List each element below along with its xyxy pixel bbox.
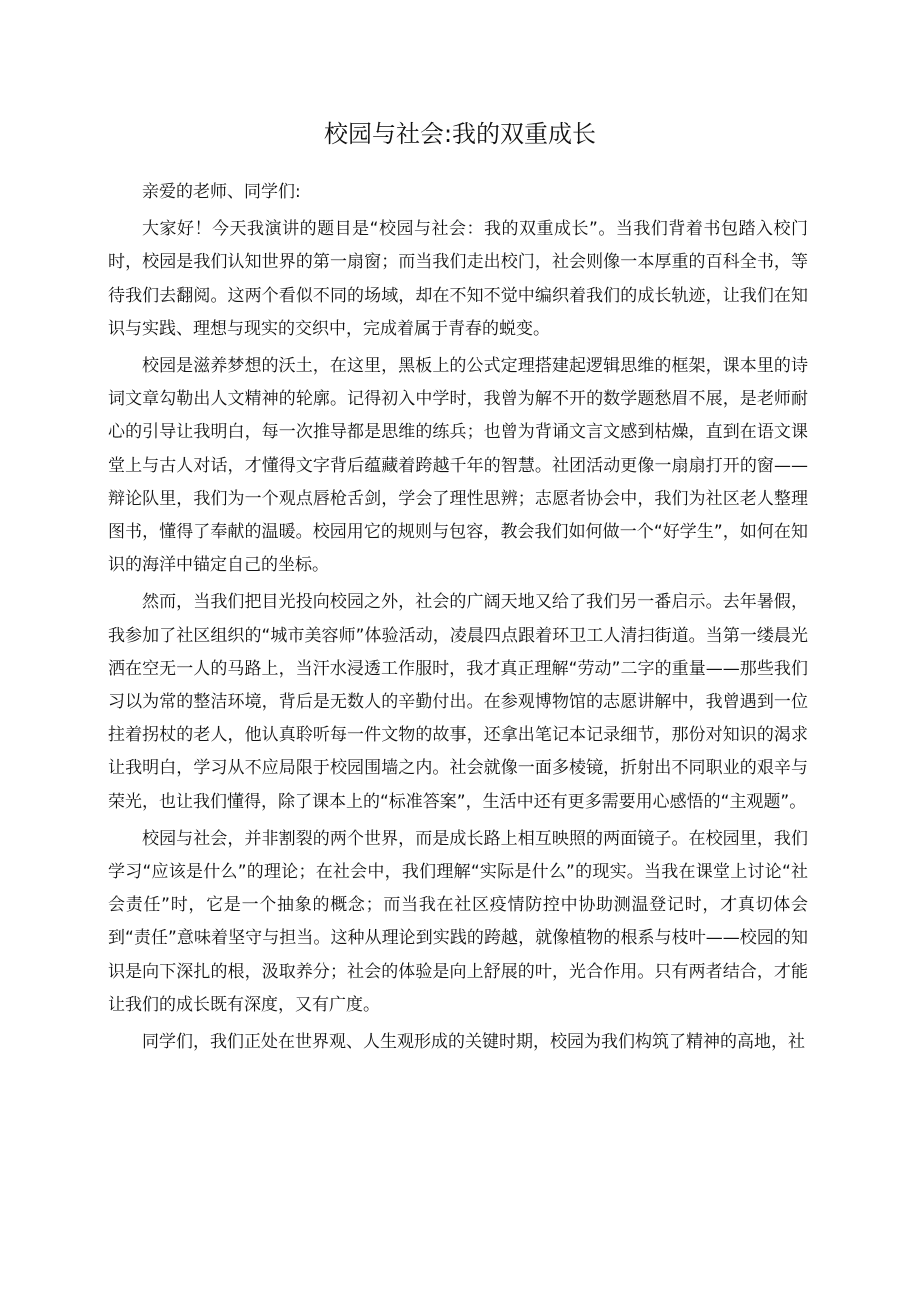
paragraph-society: 然而，当我们把目光投向校园之外，社会的广阔天地又给了我们另一番启示。去年暑假，我参加了社区组织的“城市美容师”体验活动，凌晨四点跟着环卫工人清扫街道。当第一缕晨光洒在空无一人的马路上，当汗水浸透工作服时，我才真正理解“劳动”二字的重量——那些我们习以为常的整洁环境，背后是无数人的辛勤付出。在参观博物馆的志愿讲解中，我曾遇到一位拄着拐杖的老人，他认真聆听每一件文物的故事，还拿出笔记本记录细节，那份对知识的渴求让我明白，学习从不应局限于校园围墙之内。社会就像一面多棱镜，折射出不同职业的艰辛与荣光，也让我们懂得，除了课本上的“标准答案”，生活中还有更多需要用心感悟的“主观题”。 [108, 592, 808, 812]
document-title: 校园与社会:我的双重成长 [323, 120, 597, 148]
speech-body [108, 176, 808, 1059]
paragraph-campus: 校园是滋养梦想的沃土，在这里，黑板上的公式定理搭建起逻辑思维的框架，课本里的诗词文章勾勒出人文精神的轮廓。记得初入中学时，我曾为解不开的数学题愁眉不展，是老师耐心的引导让我明白，每一次推导都是思维的练兵；也曾为背诵文言文感到枯燥，直到在语文课堂上与古人对话，才懂得文字背后蕴藏着跨越千年的智慧。社团活动更像一扇扇打开的窗——辩论队里，我们为一个观点唇枪舌剑，学会了理性思辨；志愿者协会中，我们为社区老人整理图书，懂得了奉献的温暖。校园用它的规则与包容，教会我们如何做一个“好学生”，如何在知识的海洋中锚定自己的坐标。 [108, 356, 808, 576]
greeting: 亲爱的老师、同学们: [142, 182, 301, 202]
paragraph-intro: 大家好！今天我演讲的题目是“校园与社会：我的双重成长”。当我们背着书包踏入校门时，校园是我们认知世界的第一扇窗；而当我们走出校门，社会则像一本厚重的百科全书，等待我们去翻阅。这两个看似不同的场域，却在不知不觉中编织着我们的成长轨迹，让我们在知识与实践、理想与现实的交织中，完成着属于青春的蜕变。 [108, 219, 808, 339]
paragraph-closing: 同学们，我们正处在世界观、人生观形成的关键时期，校园为我们构筑了精神的高地，社 [142, 1032, 805, 1053]
paragraph-mirror: 校园与社会，并非割裂的两个世界，而是成长路上相互映照的两面镜子。在校园里，我们学习“应该是什么”的理论；在社会中，我们理解“实际是什么”的现实。当我在课堂上讨论“社会责任”时，它是一个抽象的概念；而当我在社区疫情防控中协助测温登记时，才真切体会到“责任”意味着坚守与担当。这种从理论到实践的跨越，就像植物的根系与枝叶——校园的知识是向下深扎的根，汲取养分；社会的体验是向上舒展的叶，光合作用。只有两者结合，才能让我们的成长既有深度，又有广度。 [108, 828, 808, 1015]
